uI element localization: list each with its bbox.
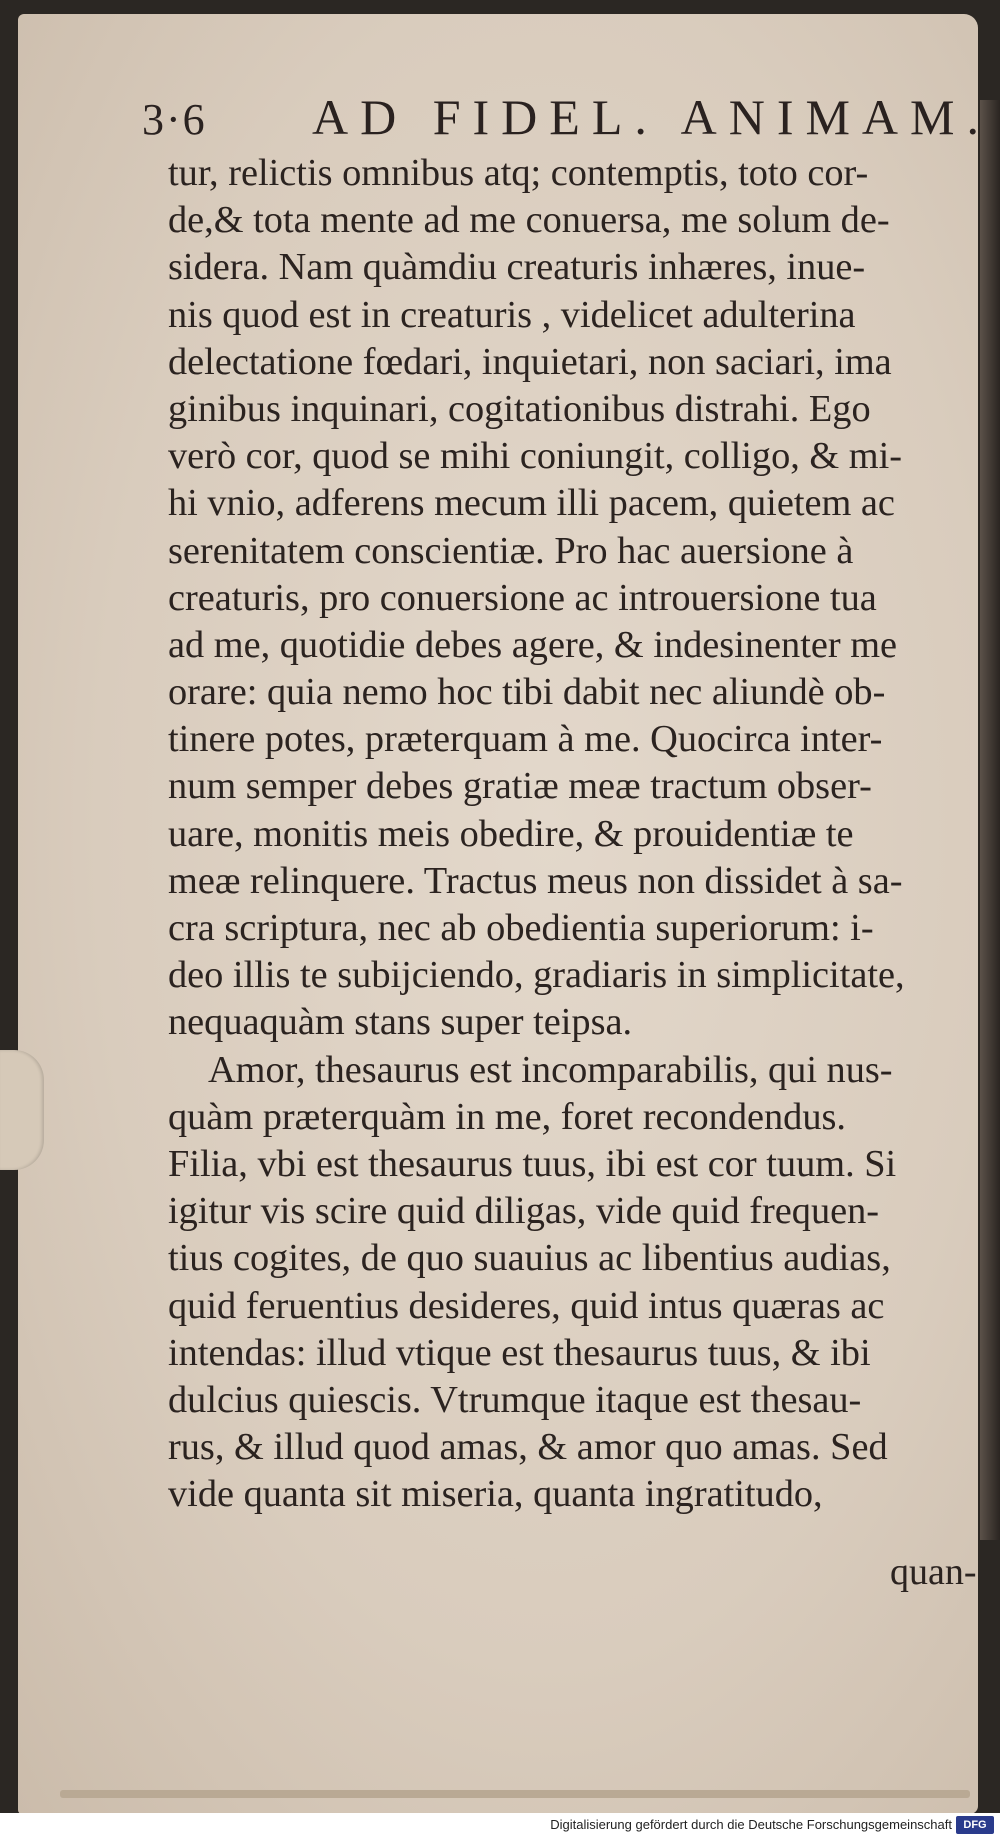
- page-header: [0, 88, 1000, 158]
- page-tab: [0, 1050, 44, 1170]
- text-line: tius cogites, de quo suauius ac libentius audias,: [168, 1237, 891, 1280]
- page-bottom-edge: [60, 1790, 970, 1798]
- text-line: intendas: illud vtique est thesaurus tuus, & ibi: [168, 1331, 871, 1374]
- digitization-footer: [0, 1813, 1000, 1839]
- text-line: de,& tota mente ad me conuersa, me solum de-: [168, 199, 890, 242]
- text-line: ad me, quotidie debes agere, & indesinenter me: [168, 623, 898, 666]
- text-line: quàm præterquàm in me, foret recondendus.: [168, 1095, 846, 1138]
- catchword: quan-: [890, 1551, 977, 1593]
- text-line-paragraph-start: Amor, thesaurus est incomparabilis, qui nus-: [208, 1048, 893, 1091]
- body-text: [168, 150, 994, 1518]
- text-line: nequaquàm stans super teipsa.: [168, 1001, 633, 1044]
- text-line: Filia, vbi est thesaurus tuus, ibi est cor tuum. Si: [168, 1142, 897, 1185]
- running-head: AD FIDEL. ANIMAM.: [312, 89, 991, 145]
- text-line: dulcius quiescis. Vtrumque itaque est thesau-: [168, 1378, 862, 1421]
- text-line: creaturis, pro conuersione ac introuersione tua: [168, 576, 877, 619]
- digitization-credit: Digitalisierung gefördert durch die Deutsche Forschungsgemeinschaft: [550, 1817, 952, 1832]
- text-line: deo illis te subijciendo, gradiaris in simplicitate,: [168, 954, 905, 997]
- text-line: cra scriptura, nec ab obedientia superiorum: i-: [168, 907, 874, 949]
- text-line: quid feruentius desideres, quid intus quæras ac: [168, 1284, 885, 1327]
- text-line: verò cor, quod se mihi coniungit, colligo, & mi-: [168, 435, 903, 478]
- dfg-logo: DFG: [956, 1816, 994, 1834]
- text-line: ginibus inquinari, cogitationibus distrahi. Ego: [168, 387, 871, 430]
- text-line: orare: quia nemo hoc tibi dabit nec aliundè ob-: [168, 671, 886, 714]
- page-number: 3·6: [142, 95, 207, 144]
- text-line: sidera. Nam quàmdiu creaturis inhæres, inue-: [168, 246, 866, 289]
- text-line: hi vnio, adferens mecum illi pacem, quietem ac: [168, 482, 895, 525]
- text-line: tinere potes, præterquam à me. Quocirca inter-: [168, 718, 883, 761]
- text-line: meæ relinquere. Tractus meus non dissidet à sa-: [168, 859, 903, 902]
- text-line: rus, & illud quod amas, & amor quo amas. Sed: [168, 1426, 888, 1469]
- text-line: serenitatem conscientiæ. Pro hac auersione à: [168, 529, 854, 572]
- text-line: uare, monitis meis obedire, & prouidentiæ te: [168, 812, 854, 855]
- text-line: num semper debes gratiæ meæ tractum obser-: [168, 765, 872, 808]
- text-line: vide quanta sit miseria, quanta ingratitudo,: [168, 1473, 823, 1516]
- text-line: delectatione fœdari, inquietari, non saciari, ima: [168, 340, 892, 383]
- text-line: igitur vis scire quid diligas, vide quid frequen-: [168, 1190, 880, 1233]
- text-line: tur, relictis omnibus atq; contemptis, toto cor-: [168, 152, 869, 194]
- text-line: nis quod est in creaturis , videlicet adulterina: [168, 293, 856, 336]
